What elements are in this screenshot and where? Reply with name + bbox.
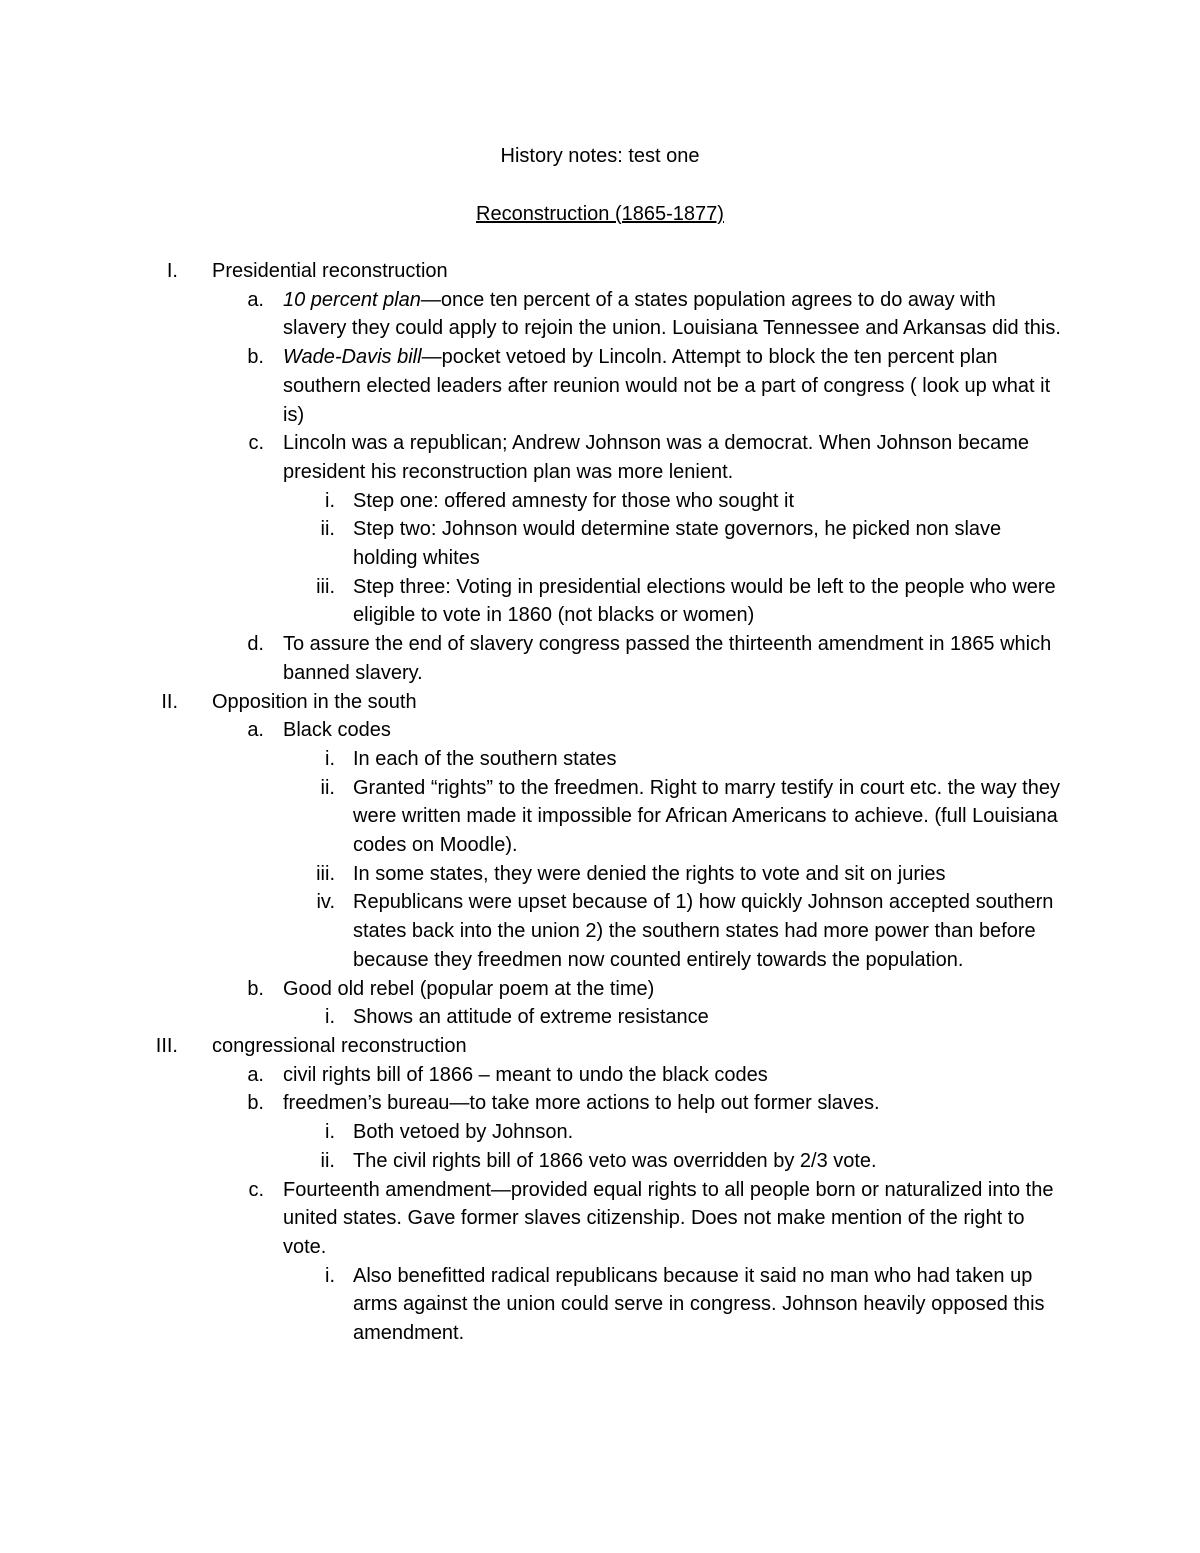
outline-marker: i. <box>325 1006 335 1029</box>
outline-body: Both vetoed by Johnson. <box>353 1121 574 1144</box>
outline-marker: i. <box>325 1121 335 1144</box>
outline-item-level-3 <box>0 745 1200 774</box>
outline-item-level-2 <box>0 630 1200 687</box>
outline-marker: a. <box>247 719 264 742</box>
outline-item-level-2 <box>0 1176 1200 1262</box>
outline-text <box>353 515 1065 572</box>
outline-item-level-2 <box>0 343 1200 429</box>
outline-text <box>353 860 1065 889</box>
outline-text <box>353 573 1065 630</box>
outline-body: Also benefitted radical republicans because it said no man who had taken up arms against the union could serve in congress. Johnson heavily opposed this amendment. <box>353 1264 1045 1345</box>
outline-text <box>353 1262 1065 1348</box>
outline-body: In some states, they were denied the rights to vote and sit on juries <box>353 862 946 885</box>
outline-marker: c. <box>248 432 264 455</box>
outline-marker: iii. <box>316 862 335 885</box>
outline-body: Good old rebel (popular poem at the time) <box>283 977 655 1000</box>
outline-marker: I. <box>166 260 178 282</box>
outline-marker: ii. <box>320 518 335 541</box>
outline-item-level-1 <box>0 257 1200 286</box>
outline-item-level-3 <box>0 1003 1200 1032</box>
outline-marker: c. <box>248 1178 264 1201</box>
outline-text <box>283 1089 1063 1118</box>
outline-body: Shows an attitude of extreme resistance <box>353 1006 709 1029</box>
outline-item-level-3 <box>0 888 1200 974</box>
outline-body: Black codes <box>283 719 391 742</box>
outline-marker: i. <box>325 747 335 770</box>
outline-text <box>353 1118 1065 1147</box>
outline-term: 10 percent plan <box>283 288 421 311</box>
outline-text <box>353 774 1065 860</box>
outline-body: —pocket vetoed by Lincoln. Attempt to block the ten percent plan southern elected leaders after reunion would not be a part of congress ( look up what it is) <box>283 346 1051 426</box>
outline-body: Opposition in the south <box>212 690 417 713</box>
outline-text <box>283 1176 1063 1262</box>
outline-item-level-3 <box>0 860 1200 889</box>
outline-marker: a. <box>247 1063 264 1086</box>
outline-body: Step two: Johnson would determine state governors, he picked non slave holding whites <box>353 518 1002 570</box>
outline-body: Step three: Voting in presidential elections would be left to the people who were eligible to vote in 1860 (not blacks or women) <box>353 575 1056 627</box>
outline-item-level-3 <box>0 1262 1200 1348</box>
outline-text <box>212 257 1072 286</box>
outline-body: Republicans were upset because of 1) how quickly Johnson accepted southern states back into the union 2) the southern states had more power than before because they freedmen now counted entirely towards the population. <box>353 891 1054 971</box>
notes-outline <box>0 257 1200 1348</box>
section-heading: Reconstruction (1865-1877) <box>476 203 724 225</box>
outline-item-level-3 <box>0 1118 1200 1147</box>
outline-text <box>212 1032 1072 1061</box>
outline-body: Granted “rights” to the freedmen. Right to marry testify in court etc. the way they were written made it impossible for African Americans to achieve. (full Louisiana codes on Moodle). <box>353 776 1060 857</box>
outline-text <box>353 745 1065 774</box>
outline-body: freedmen’s bureau—to take more actions to help out former slaves. <box>283 1092 880 1115</box>
outline-marker: b. <box>247 346 264 369</box>
outline-body: Fourteenth amendment—provided equal rights to all people born or naturalized into the united states. Gave former slaves citizenship. Does not make mention of the right to vote. <box>283 1178 1054 1258</box>
outline-body: Step one: offered amnesty for those who sought it <box>353 489 795 512</box>
outline-marker: iii. <box>316 575 335 598</box>
outline-marker: b. <box>247 1092 264 1115</box>
outline-item-level-2 <box>0 1089 1200 1118</box>
outline-text <box>353 487 1065 516</box>
outline-item-level-1 <box>0 688 1200 717</box>
outline-text <box>353 1003 1065 1032</box>
outline-item-level-1 <box>0 1032 1200 1061</box>
outline-marker: II. <box>161 690 178 713</box>
outline-body: Lincoln was a republican; Andrew Johnson was a democrat. When Johnson became president his reconstruction plan was more lenient. <box>283 432 1029 483</box>
outline-item-level-2 <box>0 429 1200 486</box>
outline-item-level-2 <box>0 1061 1200 1090</box>
outline-item-level-3 <box>0 774 1200 860</box>
outline-item-level-3 <box>0 1147 1200 1176</box>
outline-text <box>212 688 1072 717</box>
outline-body: In each of the southern states <box>353 747 617 770</box>
outline-body: The civil rights bill of 1866 veto was overridden by 2/3 vote. <box>353 1149 877 1172</box>
outline-item-level-3 <box>0 515 1200 572</box>
outline-item-level-2 <box>0 716 1200 745</box>
outline-body: —once ten percent of a states population agrees to do away with slavery they could apply to rejoin the union. Louisiana Tennessee and Arkansas did this. <box>283 288 1061 340</box>
outline-marker: III. <box>155 1034 178 1057</box>
outline-item-level-3 <box>0 573 1200 630</box>
document-title: History notes: test one <box>500 145 700 167</box>
outline-marker: a. <box>247 288 264 311</box>
outline-marker: i. <box>325 489 335 512</box>
outline-term: Wade-Davis bill <box>283 346 422 369</box>
outline-body: Presidential reconstruction <box>212 260 448 282</box>
outline-marker: iv. <box>316 891 335 914</box>
outline-marker: d. <box>247 633 264 656</box>
outline-text <box>353 888 1065 974</box>
outline-text <box>283 630 1063 687</box>
outline-item-level-2 <box>0 975 1200 1004</box>
outline-text <box>283 1061 1063 1090</box>
outline-text <box>283 343 1063 429</box>
outline-text <box>283 286 1063 343</box>
outline-text <box>283 429 1063 486</box>
outline-marker: ii. <box>320 776 335 799</box>
outline-text <box>283 975 1063 1004</box>
outline-text <box>283 716 1063 745</box>
outline-item-level-3 <box>0 487 1200 516</box>
outline-marker: b. <box>247 977 264 1000</box>
outline-body: civil rights bill of 1866 – meant to undo the black codes <box>283 1063 768 1086</box>
outline-text <box>353 1147 1065 1176</box>
outline-body: To assure the end of slavery congress passed the thirteenth amendment in 1865 which banned slavery. <box>283 633 1052 684</box>
outline-item-level-2 <box>0 286 1200 343</box>
outline-body: congressional reconstruction <box>212 1034 467 1057</box>
outline-marker: i. <box>325 1264 335 1287</box>
outline-marker: ii. <box>320 1149 335 1172</box>
